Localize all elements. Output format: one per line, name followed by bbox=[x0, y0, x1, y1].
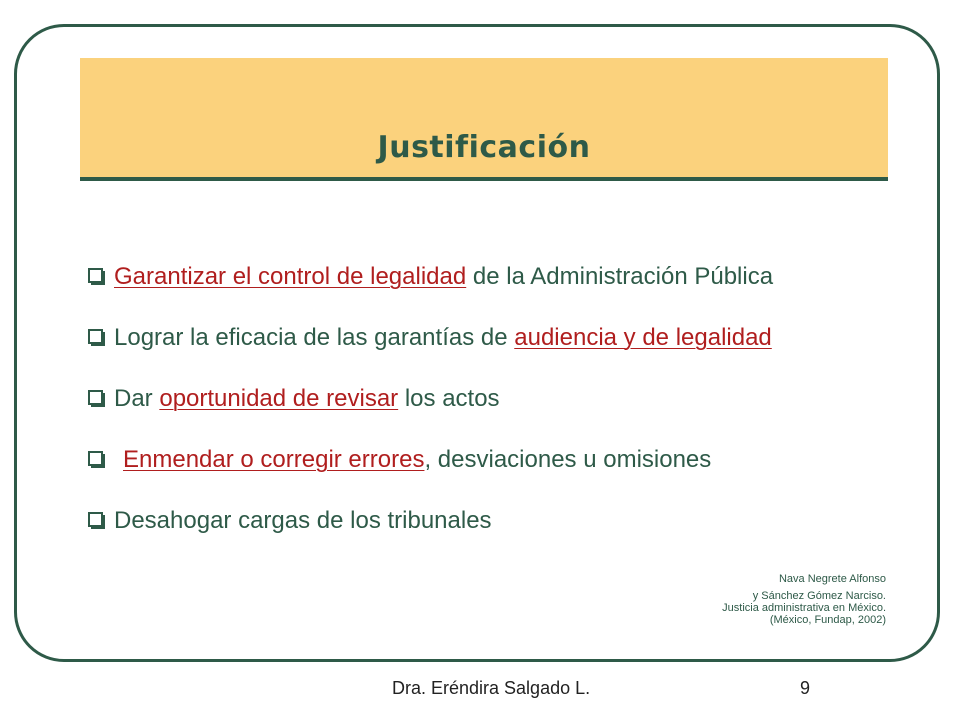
reference-line: Justicia administrativa en México. bbox=[722, 602, 886, 614]
bullet-item bbox=[88, 490, 888, 551]
square-bullet-icon bbox=[88, 451, 105, 468]
bullet-text: Dar bbox=[114, 384, 160, 412]
title-underline-rule bbox=[80, 177, 888, 181]
square-bullet-icon bbox=[88, 268, 105, 285]
bullet-item bbox=[88, 429, 888, 490]
footer-author: Dra. Eréndira Salgado L. bbox=[392, 678, 591, 698]
bullet-link[interactable]: Garantizar el control de legalidad bbox=[114, 262, 467, 290]
bullet-list bbox=[88, 246, 888, 551]
bullet-item bbox=[88, 307, 888, 368]
square-bullet-icon bbox=[88, 329, 105, 346]
bullet-item bbox=[88, 246, 888, 307]
bullet-link[interactable]: Enmendar o corregir errores bbox=[123, 445, 425, 473]
reference-line: Nava Negrete Alfonso bbox=[778, 573, 886, 585]
page-number: 9 bbox=[800, 678, 811, 698]
bullet-link[interactable]: audiencia y de legalidad bbox=[514, 323, 772, 351]
bullet-text-after: los actos bbox=[398, 384, 500, 412]
bullet-item bbox=[88, 368, 888, 429]
bullet-text: , desviaciones u omisiones bbox=[424, 445, 712, 473]
bullet-text: de la Administración Pública bbox=[466, 262, 774, 290]
bullet-text: Lograr la eficacia de las garantías de bbox=[114, 323, 515, 351]
bullet-link[interactable]: oportunidad de revisar bbox=[159, 384, 399, 412]
square-bullet-icon bbox=[88, 512, 105, 529]
slide-title: Justificación bbox=[377, 130, 591, 165]
square-bullet-icon bbox=[88, 390, 105, 407]
bibliographic-reference bbox=[722, 573, 886, 626]
bullet-text: Desahogar cargas de los tribunales bbox=[114, 506, 492, 534]
reference-line: y Sánchez Gómez Narciso. bbox=[752, 590, 886, 602]
reference-line: (México, Fundap, 2002) bbox=[769, 614, 886, 626]
